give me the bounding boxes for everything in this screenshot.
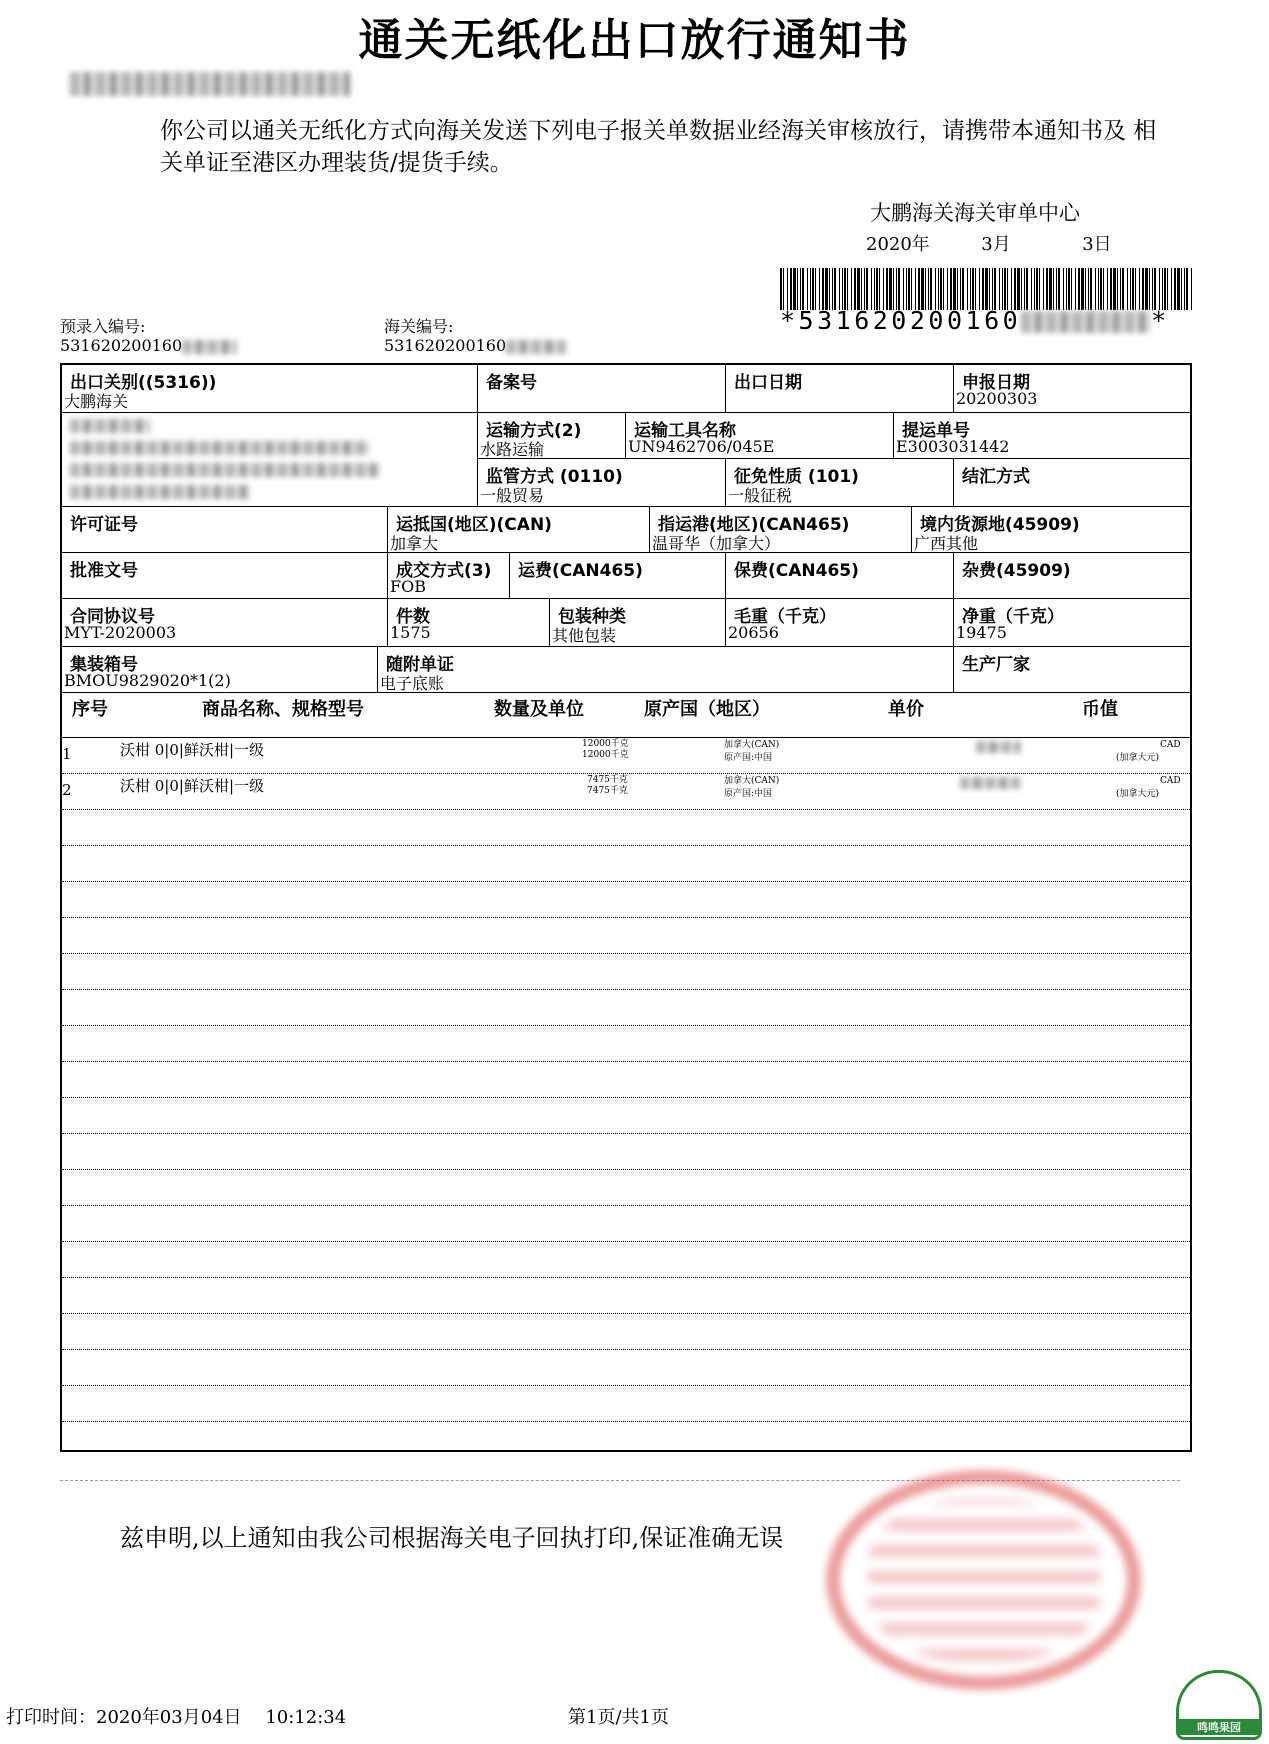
barcode-bar <box>989 268 990 310</box>
barcode-bar <box>1024 268 1025 310</box>
barcode-bar <box>906 268 907 310</box>
ruled-line <box>62 845 1190 846</box>
pre-entry-value: 531620200160 <box>60 336 183 355</box>
transport-mode-value: 水路运输 <box>480 440 545 459</box>
ruled-line <box>62 953 1190 954</box>
contract-no-cell <box>62 599 388 647</box>
barcode-bar <box>1186 268 1188 310</box>
misc-fee-label: 杂费(45909) <box>962 561 1071 581</box>
deal-mode-value: FOB <box>390 577 426 596</box>
barcode-bar <box>1031 268 1032 310</box>
barcode-bar <box>889 268 892 310</box>
barcode-bar <box>1017 268 1020 310</box>
barcode-bar <box>876 268 878 310</box>
barcode-bar <box>896 268 897 310</box>
ruled-line <box>62 881 1190 882</box>
record-no-cell <box>478 365 726 413</box>
customs-no-value: 531620200160 <box>384 336 507 355</box>
package-type-label: 包装种类 <box>558 607 626 627</box>
barcode-bar <box>1021 268 1022 310</box>
barcode-bar <box>1011 268 1012 310</box>
barcode-bar <box>1007 268 1008 310</box>
company-seal-text <box>868 1500 1100 1660</box>
manufacturer-cell <box>954 647 1190 693</box>
export-date-label: 出口日期 <box>734 373 802 393</box>
notice-date <box>866 230 1112 256</box>
ruled-line <box>62 773 1190 774</box>
logo-text: 鸣鸣果园 <box>1179 1719 1259 1735</box>
barcode-bar <box>825 268 828 310</box>
export-port-value: 大鹏海关 <box>64 392 129 411</box>
barcode-bar <box>871 268 872 310</box>
goods-qty-2: 7475千克 <box>587 786 628 796</box>
barcode-bar <box>1110 268 1112 310</box>
review-center: 大鹏海关海关审单中心 <box>870 201 1080 225</box>
ruled-line <box>62 1313 1190 1314</box>
barcode-bar <box>1085 268 1086 310</box>
goods-name: 沃柑 0|0|鲜沃柑|一级 <box>120 741 265 759</box>
net-weight-value: 19475 <box>956 623 1007 642</box>
table-row <box>62 739 1190 775</box>
customs-no-label: 海关编号: <box>384 317 454 336</box>
container-no-label: 集装箱号 <box>70 655 138 675</box>
attached-docs-cell <box>378 647 954 693</box>
declaration-text: 兹申明,以上通知由我公司根据海关电子回执打印,保证准确无误 <box>120 1524 784 1552</box>
barcode-bar <box>972 268 974 310</box>
page-number: 第1页/共1页 <box>568 1707 669 1728</box>
barcode-bar <box>1039 268 1040 310</box>
barcode-text <box>780 306 1170 335</box>
ruled-line <box>62 737 1190 738</box>
barcode-bar <box>1117 268 1118 310</box>
deal-mode-cell <box>388 553 510 599</box>
barcode-bar <box>967 268 968 310</box>
goods-header-seq: 序号 <box>72 699 108 720</box>
ruled-line <box>62 809 1190 810</box>
barcode-bar <box>1135 268 1136 310</box>
barcode-bar <box>1058 268 1060 310</box>
gross-weight-cell <box>726 599 954 647</box>
goods-origin-1: 加拿大(CAN) <box>724 776 780 786</box>
ruled-line <box>62 1241 1190 1242</box>
ruled-line <box>62 1169 1190 1170</box>
barcode-bar <box>950 268 952 310</box>
tax-nature-value: 一般征税 <box>728 486 793 505</box>
customs-no-redacted <box>506 340 566 354</box>
goods-currency-1: CAD <box>1160 776 1181 786</box>
barcode-bar <box>985 268 988 310</box>
barcode-bar <box>1014 268 1016 310</box>
barcode-bar <box>1142 268 1144 310</box>
package-type-value: 其他包装 <box>552 626 617 645</box>
barcode-bar <box>810 268 811 310</box>
barcode-bar <box>1159 268 1160 310</box>
goods-currency-2: (加拿大元) <box>1116 753 1160 763</box>
ruled-line <box>62 1025 1190 1026</box>
bill-no-label: 提运单号 <box>902 421 970 441</box>
ruled-line <box>62 989 1190 990</box>
contract-no-label: 合同协议号 <box>70 607 155 627</box>
pre-entry-redacted <box>182 340 237 354</box>
table-row <box>62 775 1190 811</box>
arrival-country-cell <box>388 507 650 553</box>
transport-tool-cell <box>626 413 894 459</box>
barcode-bar <box>930 268 932 310</box>
bill-no-cell <box>894 413 1190 459</box>
barcode-bar <box>947 268 948 310</box>
barcode-bar <box>970 268 971 310</box>
barcode-bar <box>979 268 980 310</box>
net-weight-cell <box>954 599 1190 647</box>
company-redacted-2 <box>70 441 370 455</box>
barcode-bar <box>1132 268 1134 310</box>
company-redacted-1 <box>70 419 150 433</box>
ruled-line <box>62 1349 1190 1350</box>
declaration-form <box>60 363 1192 1452</box>
barcode-bar <box>915 268 916 310</box>
barcode-bar <box>999 268 1000 310</box>
barcode-bar <box>1075 268 1076 310</box>
license-cell <box>62 507 388 553</box>
page-title: 通关无纸化出口放行通知书 <box>358 15 911 66</box>
barcode-bar <box>866 268 868 310</box>
barcode-bar <box>790 268 792 310</box>
barcode-bar <box>1043 268 1044 310</box>
barcode-bar <box>928 268 929 310</box>
barcode-bar <box>1088 268 1089 310</box>
transport-mode-cell <box>478 413 626 459</box>
ruled-line <box>62 1061 1190 1062</box>
barcode-bar <box>1034 268 1035 310</box>
pre-entry-label: 预录入编号: <box>60 317 146 336</box>
goods-qty-1: 12000千克 <box>582 739 629 749</box>
goods-name: 沃柑 0|0|鲜沃柑|一级 <box>120 777 265 795</box>
barcode-bar <box>839 268 840 310</box>
barcode-bar <box>797 268 798 310</box>
goods-seq: 1 <box>62 745 72 763</box>
barcode-bar <box>992 268 993 310</box>
barcode-bar <box>1171 268 1172 310</box>
barcode-bar <box>1100 268 1102 310</box>
barcode-bar <box>842 268 843 310</box>
barcode-bar <box>1081 268 1084 310</box>
barcode-bar <box>851 268 852 310</box>
barcode-bar <box>982 268 984 310</box>
arrival-country-value: 加拿大 <box>390 534 439 553</box>
gross-weight-label: 毛重（千克） <box>734 607 836 627</box>
barcode-bar <box>1145 268 1148 310</box>
barcode-bar <box>819 268 820 310</box>
customs-no-number <box>384 336 566 355</box>
gross-weight-value: 20656 <box>728 623 779 642</box>
barcode-bar <box>938 268 939 310</box>
supervision-value: 一般贸易 <box>480 486 545 505</box>
barcode-bar <box>1002 268 1003 310</box>
declare-date-value: 20200303 <box>956 389 1038 408</box>
export-port-cell <box>62 365 478 413</box>
barcode-bar <box>864 268 865 310</box>
freight-label: 运费(CAN465) <box>518 561 643 581</box>
barcode-bar <box>1149 268 1150 310</box>
barcode-bar <box>787 268 788 310</box>
approval-no-cell <box>62 553 388 599</box>
source-place-value: 广西其他 <box>914 534 979 553</box>
barcode-bar <box>1053 268 1054 310</box>
deal-mode-label: 成交方式(3) <box>396 561 492 581</box>
barcode-bar <box>935 268 936 310</box>
barcode-bar <box>1130 268 1131 310</box>
notice-paragraph <box>108 115 1178 179</box>
ruled-line <box>62 1133 1190 1134</box>
goods-price-redacted <box>960 777 1020 789</box>
barcode-bar <box>1191 268 1192 310</box>
goods-seq: 2 <box>62 781 72 799</box>
barcode-bar <box>1103 268 1104 310</box>
barcode-bar <box>1026 268 1028 310</box>
package-type-cell <box>550 599 726 647</box>
barcode-bar <box>829 268 830 310</box>
barcode-bar <box>1127 268 1128 310</box>
barcode-bar <box>1098 268 1099 310</box>
settlement-cell <box>954 459 1190 507</box>
export-date-cell <box>726 365 954 413</box>
goods-header-origin: 原产国（地区） <box>644 699 770 720</box>
goods-qty-2: 12000千克 <box>582 750 629 760</box>
supervision-cell <box>478 459 726 507</box>
pieces-cell <box>388 599 550 647</box>
goods-qty-1: 7475千克 <box>587 775 628 785</box>
barcode-bar <box>1184 268 1185 310</box>
license-label: 许可证号 <box>70 515 138 535</box>
date-day: 3日 <box>1082 234 1112 255</box>
arrival-country-label: 运抵国(地区)(CAN) <box>396 515 552 535</box>
contract-no-value: MYT-2020003 <box>64 623 177 642</box>
transport-tool-label: 运输工具名称 <box>634 421 736 441</box>
barcode-bar <box>800 268 801 310</box>
settlement-label: 结汇方式 <box>962 467 1030 487</box>
supervision-label: 监管方式 (0110) <box>486 467 623 487</box>
pre-entry-number <box>60 336 237 355</box>
ruled-line <box>62 1205 1190 1206</box>
record-no-label: 备案号 <box>486 373 537 393</box>
barcode-number: *531620200160 <box>780 306 1022 335</box>
barcode-bar <box>957 268 958 310</box>
barcode-bar <box>911 268 912 310</box>
barcode-bar <box>1063 268 1064 310</box>
barcode-bar <box>1122 268 1124 310</box>
barcode-bar <box>1120 268 1121 310</box>
misc-fee-cell <box>954 553 1190 599</box>
goods-currency-1: CAD <box>1160 740 1181 750</box>
barcode-bar <box>975 268 976 310</box>
barcode-bar <box>1164 268 1166 310</box>
barcode-bar <box>1004 268 1006 310</box>
barcode-bar <box>1071 268 1072 310</box>
barcode-bar <box>847 268 848 310</box>
barcode-bar <box>898 268 900 310</box>
barcode-bar <box>844 268 846 310</box>
barcode-bar <box>802 268 804 310</box>
brand-logo <box>1176 1670 1262 1740</box>
declare-date-label: 申报日期 <box>962 373 1030 393</box>
barcode-bar <box>861 268 862 310</box>
barcode-redacted <box>1021 311 1151 333</box>
barcode-bar <box>1107 268 1108 310</box>
manufacturer-label: 生产厂家 <box>962 655 1030 675</box>
transport-mode-label: 运输方式(2) <box>486 421 582 441</box>
dest-port-cell <box>650 507 912 553</box>
container-no-cell <box>62 647 378 693</box>
barcode-bar <box>918 268 920 310</box>
ruled-line <box>62 1421 1190 1422</box>
dest-port-label: 指运港(地区)(CAN465) <box>658 515 850 535</box>
company-redacted-4 <box>70 485 250 499</box>
transport-tool-value: UN9462706/045E <box>628 437 775 456</box>
barcode-bar <box>879 268 880 310</box>
barcode-bar <box>1046 268 1048 310</box>
barcode-bar <box>812 268 814 310</box>
attached-docs-label: 随附单证 <box>386 655 454 675</box>
notice-text: 你公司以通关无纸化方式向海关发送下列电子报关单数据业经海关审核放行，请携带本通知书及 相关单证至港区办理装货/提货手续。 <box>160 118 1157 176</box>
bill-no-value: E3003031442 <box>896 437 1010 456</box>
barcode-bar <box>883 268 884 310</box>
container-no-value: BMOU9829020*1(2) <box>64 671 231 690</box>
date-year: 2020年 <box>866 234 930 255</box>
barcode-end: * <box>1151 306 1170 335</box>
barcode <box>780 268 1194 310</box>
barcode-bar <box>1181 268 1182 310</box>
goods-origin-1: 加拿大(CAN) <box>724 740 780 750</box>
source-place-label: 境内货源地(45909) <box>920 515 1080 535</box>
barcode-bar <box>793 268 796 310</box>
insurance-label: 保费(CAN465) <box>734 561 859 581</box>
barcode-bar <box>893 268 894 310</box>
barcode-bar <box>1177 268 1180 310</box>
barcode-bar <box>1049 268 1052 310</box>
print-time: 打印时间：2020年03月04日 10:12:34 <box>6 1707 347 1728</box>
barcode-bar <box>1154 268 1156 310</box>
barcode-bar <box>1152 268 1153 310</box>
barcode-bar <box>1078 268 1080 310</box>
barcode-bar <box>1036 268 1038 310</box>
barcode-bar <box>834 268 836 310</box>
approval-no-label: 批准文号 <box>70 561 138 581</box>
ruled-line <box>62 1277 1190 1278</box>
goods-header-price: 单价 <box>888 699 924 720</box>
barcode-bar <box>943 268 944 310</box>
barcode-bar <box>854 268 856 310</box>
barcode-bar <box>908 268 910 310</box>
barcode-bar <box>783 268 784 310</box>
ruled-line <box>62 1097 1190 1098</box>
barcode-bar <box>807 268 808 310</box>
barcode-bar <box>886 268 888 310</box>
goods-header-name: 商品名称、规格型号 <box>202 699 364 720</box>
ruled-line <box>62 1385 1190 1386</box>
net-weight-label: 净重（千克） <box>962 607 1064 627</box>
barcode-bar <box>962 268 964 310</box>
barcode-bar <box>874 268 875 310</box>
barcode-bar <box>1174 268 1176 310</box>
export-port-label: 出口关别((5316)) <box>70 373 217 393</box>
barcode-bar <box>1162 268 1163 310</box>
insurance-cell <box>726 553 954 599</box>
dest-port-value: 温哥华（加拿大） <box>652 534 781 553</box>
barcode-bar <box>822 268 824 310</box>
barcode-bar <box>921 268 924 310</box>
barcode-bar <box>832 268 833 310</box>
barcode-bar <box>780 268 782 310</box>
goods-origin-2: 原产国:中国 <box>724 753 773 763</box>
ruled-line <box>62 917 1190 918</box>
barcode-bar <box>953 268 956 310</box>
tax-nature-label: 征免性质 (101) <box>734 467 859 487</box>
source-place-cell <box>912 507 1190 553</box>
barcode-bar <box>1068 268 1070 310</box>
barcode-bar <box>1139 268 1140 310</box>
barcode-bar <box>1095 268 1096 310</box>
company-redacted-3 <box>70 463 380 477</box>
barcode-bar <box>1066 268 1067 310</box>
barcode-bar <box>1113 268 1116 310</box>
date-month: 3月 <box>981 234 1011 255</box>
pieces-label: 件数 <box>396 607 430 627</box>
barcode-bar <box>1090 268 1092 310</box>
attached-docs-value: 电子底账 <box>380 674 445 693</box>
goods-origin-2: 原产国:中国 <box>724 789 773 799</box>
company-name-redacted <box>70 72 350 96</box>
barcode-bar <box>940 268 942 310</box>
barcode-bar <box>903 268 904 310</box>
barcode-bar <box>815 268 816 310</box>
declare-date-cell <box>954 365 1190 413</box>
goods-currency-2: (加拿大元) <box>1116 789 1160 799</box>
pieces-value: 1575 <box>390 623 431 642</box>
barcode-bar <box>1056 268 1057 310</box>
company-block <box>62 413 478 507</box>
barcode-bar <box>960 268 961 310</box>
tax-nature-cell <box>726 459 954 507</box>
barcode-bar <box>994 268 996 310</box>
barcode-bar <box>857 268 860 310</box>
barcode-bar <box>925 268 926 310</box>
goods-price-redacted <box>976 741 1020 753</box>
goods-header-currency: 币值 <box>1082 699 1118 720</box>
barcode-bar <box>1167 268 1168 310</box>
freight-cell <box>510 553 726 599</box>
goods-header-qty: 数量及单位 <box>494 699 584 720</box>
